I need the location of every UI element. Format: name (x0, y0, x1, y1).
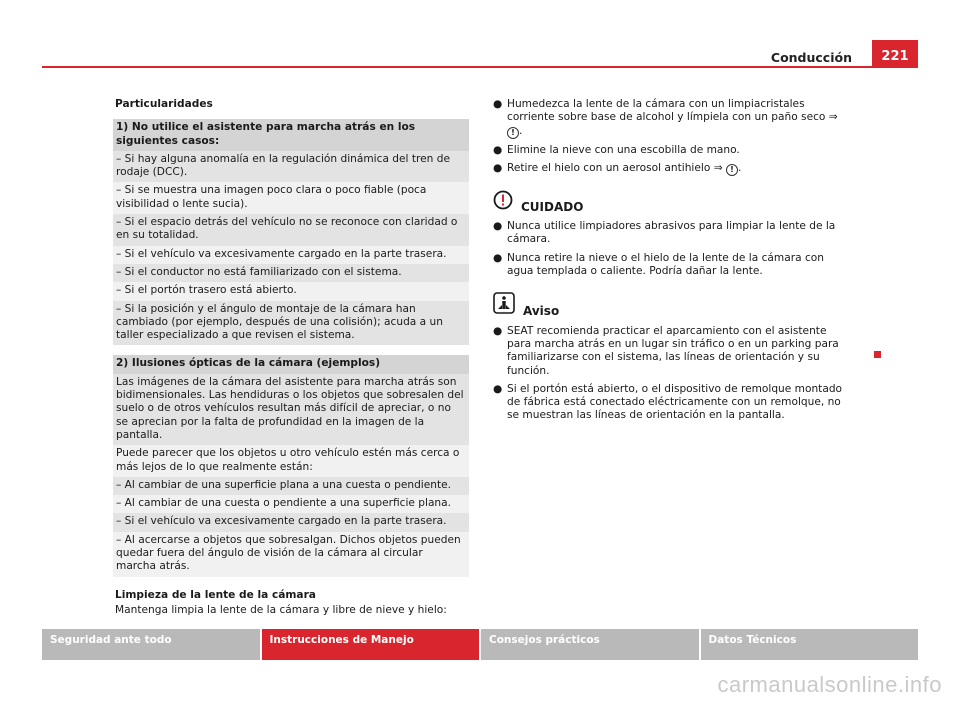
table-row: – Si la posición y el ángulo de montaje de la cámara han cambiado (por ejemplo, después de una colisión); acuda a un taller especializado a que revisen el sistema. (113, 301, 469, 346)
footer-tab-technical-data[interactable]: Datos Técnicos (701, 629, 919, 660)
list-item: ● Humedezca la lente de la cámara con un limpiacristales corriente sobre base de alcohol y límpiela con un paño seco ⇒ ! . (493, 98, 838, 137)
table-row: – Si el espacio detrás del vehículo no se reconoce con claridad o en su totalidad. (113, 214, 469, 246)
list-item (493, 383, 853, 423)
bullet-icon: ● (493, 382, 503, 395)
bullet-icon: ● (493, 251, 503, 264)
page-title: Conducción (770, 50, 852, 65)
info-icon (493, 292, 515, 318)
caution-header (493, 190, 853, 214)
footer-tab-practical-tips[interactable]: Consejos prácticos (481, 629, 699, 660)
bullet-text: Nunca retire la nieve o el hielo de la lente de la cámara con agua templada o caliente. Podría dañar la lente. (507, 251, 824, 278)
cleaning-text: Mantenga limpia la lente de la cámara y libre de nieve y hielo: (115, 603, 447, 616)
bullet-icon: ● (493, 98, 503, 110)
bullet-text: Si el portón está abierto, o el dispositivo de remolque montado de fábrica está conectado eléctricamente con un remolque, no se muestran las líneas de orientación en la pantalla. (507, 382, 843, 422)
list-item (493, 220, 853, 247)
table-row: – Al cambiar de una cuesta o pendiente a una superficie plana. (113, 495, 469, 513)
table-row: – Si el vehículo va excesivamente cargado en la parte trasera. (113, 513, 469, 531)
bullet-icon: ● (493, 143, 503, 156)
table-row: – Si se muestra una imagen poco clara o poco fiable (poca visibilidad o lente sucia). (113, 182, 469, 214)
bullet-text: Retire el hielo con un aerosol antihielo (507, 161, 711, 174)
section-heading: Particularidades (115, 98, 213, 110)
footer-tab-safety[interactable]: Seguridad ante todo (42, 629, 260, 660)
footer-tab-operating-instructions[interactable]: Instrucciones de Manejo (262, 629, 480, 660)
bullet-icon: ● (493, 161, 503, 174)
notice-label: Aviso (523, 304, 560, 319)
notice-header (493, 292, 853, 318)
list-item (493, 144, 853, 157)
bullet-text: Humedezca la lente de la cámara con un limpiacristales corriente sobre base de alcohol y límpiela con un paño seco (507, 98, 826, 124)
page-number: 221 (872, 40, 918, 67)
list-item (493, 252, 853, 279)
table-row: – Si el vehículo va excesivamente cargado en la parte trasera. (113, 246, 469, 264)
table-row: – Al cambiar de una superficie plana a una cuesta o pendiente. (113, 477, 469, 495)
warning-reference-icon[interactable]: ! (726, 164, 738, 176)
bullet-icon: ● (493, 324, 503, 337)
caution-label: CUIDADO (521, 199, 584, 214)
table-title: 2) Ilusiones ópticas de la cámara (ejemplos) (113, 355, 469, 373)
arrow-icon: ⇒ (828, 111, 838, 124)
table-optical-illusions (113, 355, 469, 576)
cleaning-heading: Limpieza de la lente de la cámara (115, 588, 316, 601)
list-item: ● Retire el hielo con un aerosol antihielo ⇒ ! . (493, 161, 742, 174)
caution-icon (493, 190, 513, 214)
table-row: – Si el portón trasero está abierto. (113, 282, 469, 300)
bullet-text: Elimine la nieve con una escobilla de mano. (507, 143, 740, 156)
list-item (493, 325, 853, 378)
table-row: – Al acercarse a objetos que sobresalgan. Dichos objetos pueden quedar fuera del ángulo de visión de la cámara al circular marcha atrás. (113, 532, 469, 577)
arrow-icon: ⇒ (713, 161, 723, 174)
left-column (113, 98, 469, 617)
table-title: 1) No utilice el asistente para marcha atrás en los siguientes casos: (113, 119, 469, 151)
bullet-text: Nunca utilice limpiadores abrasivos para limpiar la lente de la cámara. (507, 220, 836, 246)
bullet-text: SEAT recomienda practicar el aparcamiento con el asistente para marcha atrás en un lugar sin tráfico o en un parking para familiarizarse con el sistema, las líneas de orientación y su función. (507, 324, 839, 377)
section-end-marker (874, 351, 881, 358)
table-row: – Si hay alguna anomalía en la regulación dinámica del tren de rodaje (DCC). (113, 151, 469, 183)
table-not-use-cases (113, 119, 469, 345)
bullet-icon: ● (493, 220, 503, 233)
table-row: Puede parecer que los objetos u otro vehículo estén más cerca o más lejos de lo que realmente están: (113, 445, 469, 477)
warning-reference-icon[interactable]: ! (507, 127, 519, 139)
watermark: carmanualsonline.info (717, 672, 942, 697)
footer-nav (42, 629, 918, 660)
table-row: Las imágenes de la cámara del asistente para marcha atrás son bidimensionales. Las hendiduras o los objetos que sobresalen del suelo o de otros vehículos resultan más difícil de apreciar, o no se aprecian por la falta de profundidad en la imagen de la pantalla. (113, 374, 469, 445)
right-column (493, 98, 853, 428)
header-divider (42, 66, 918, 68)
table-row: – Si el conductor no está familiarizado con el sistema. (113, 264, 469, 282)
